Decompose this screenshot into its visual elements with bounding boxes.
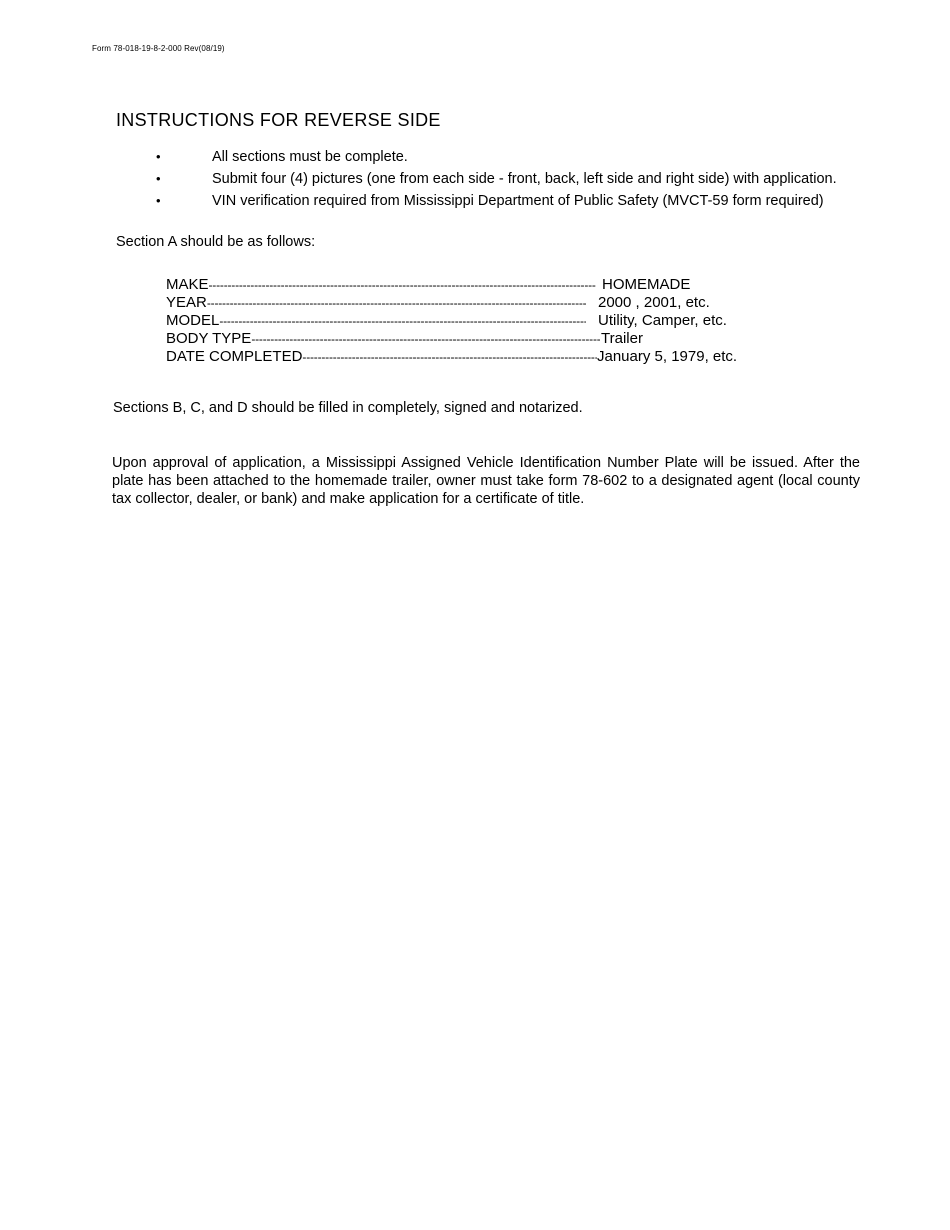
list-item-text: VIN verification required from Mississippi Department of Public Safety (MVCT-59 form required) xyxy=(212,193,824,209)
table-row xyxy=(166,330,786,348)
row-label xyxy=(166,348,597,366)
table-row xyxy=(166,294,786,312)
list-item-text: All sections must be complete. xyxy=(212,149,408,165)
row-value: Trailer xyxy=(601,330,643,347)
list-item-text: Submit four (4) pictures (one from each side - front, back, left side and right side) with application. xyxy=(212,171,837,187)
row-label xyxy=(166,330,600,348)
row-label-text: MAKE xyxy=(166,276,209,293)
row-label xyxy=(166,294,586,312)
approval-paragraph: Upon approval of application, a Mississippi Assigned Vehicle Identification Number Plate will be issued. After the plate has been attached to the homemade trailer, owner must take form 78-602 to a designated agent (local county tax collector, dealer, or bank) and make application for a certificate of title. xyxy=(112,455,860,507)
list-item xyxy=(0,169,950,191)
row-value: HOMEMADE xyxy=(602,276,691,293)
row-label-text: YEAR xyxy=(166,294,207,311)
table-row xyxy=(166,348,786,366)
row-value: Utility, Camper, etc. xyxy=(598,312,727,329)
section-a-intro: Section A should be as follows: xyxy=(116,234,316,250)
bullet-icon: • xyxy=(156,149,161,164)
list-item xyxy=(0,147,950,169)
section-a-table xyxy=(166,276,786,366)
row-value: 2000 , 2001, etc. xyxy=(598,294,710,311)
row-label xyxy=(166,276,596,294)
sections-bcd-note: Sections B, C, and D should be filled in completely, signed and notarized. xyxy=(113,400,583,416)
row-value: January 5, 1979, etc. xyxy=(597,348,738,365)
form-number: Form 78-018-19-8-2-000 Rev(08/19) xyxy=(92,44,225,53)
bullet-icon: • xyxy=(156,193,161,208)
table-row xyxy=(166,276,786,294)
row-label xyxy=(166,312,586,330)
table-row xyxy=(166,312,786,330)
row-label-text: BODY TYPE xyxy=(166,330,252,347)
row-label-text: DATE COMPLETED xyxy=(166,348,303,365)
bullet-icon: • xyxy=(156,171,161,186)
row-label-text: MODEL xyxy=(166,312,220,329)
list-item xyxy=(0,191,950,213)
instruction-list xyxy=(0,147,950,213)
page-title: INSTRUCTIONS FOR REVERSE SIDE xyxy=(116,110,441,130)
